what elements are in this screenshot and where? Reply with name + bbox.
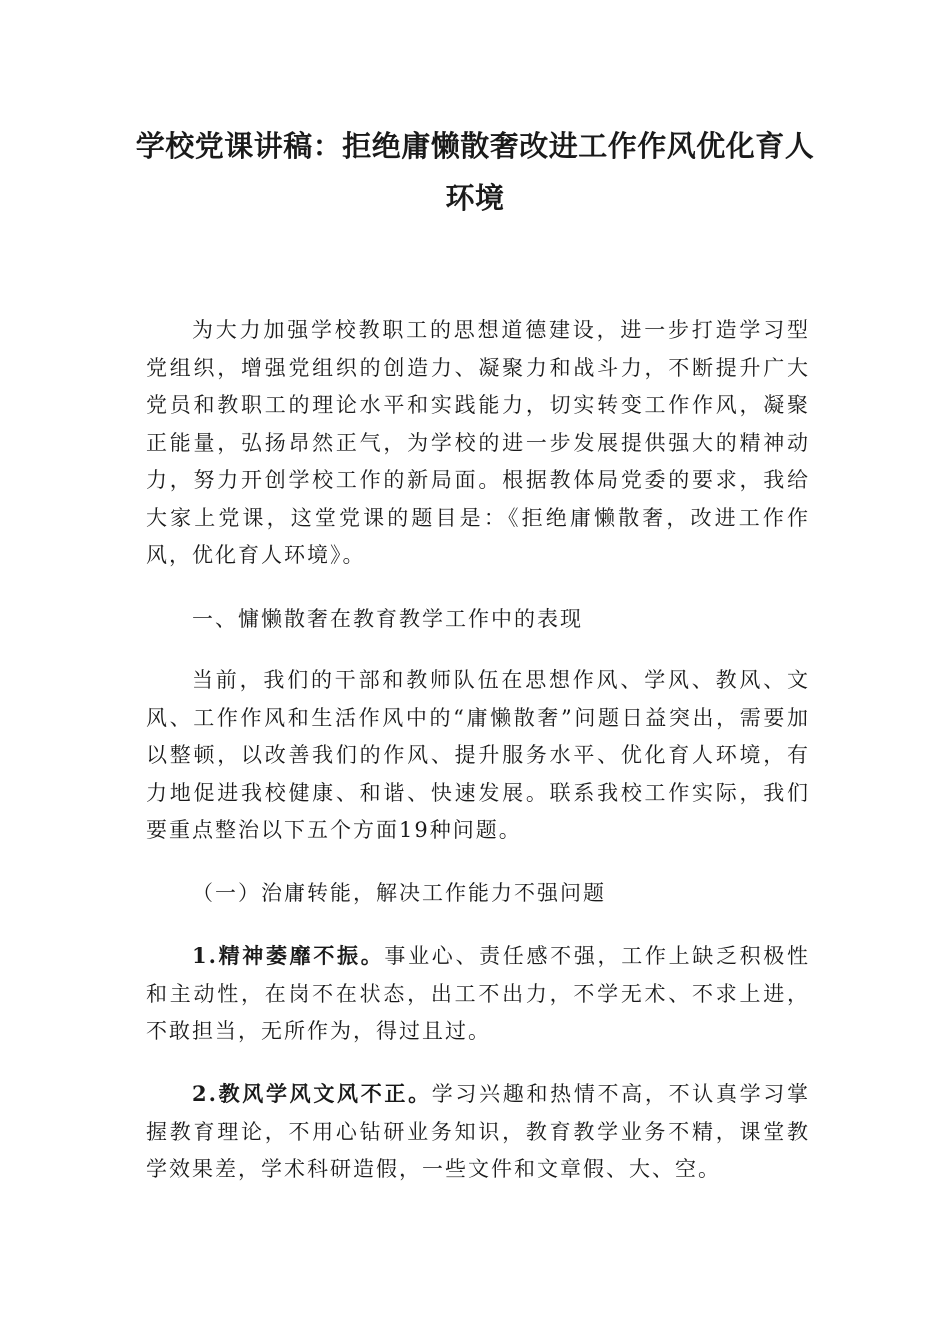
list-item-text: 学习兴趣和热情不高，不认真学习掌握教育理论，不用心钻研业务知识，教育教学业务不精，课堂教学效果差，学术科研造假，一些文件和文章假、大、空。: [146, 1082, 810, 1181]
list-item: [146, 937, 810, 1051]
list-item-lead: 1.精神萎靡不振。: [192, 943, 385, 968]
subsection-heading: （一）治庸转能，解决工作能力不强问题: [192, 881, 606, 905]
section-paragraph: 当前，我们的干部和教师队伍在思想作风、学风、教风、文风、工作作风和生活作风中的“庸懒散奢”问题日益突出，需要加以整顿，以改善我们的作风、提升服务水平、优化育人环境，有力地促进我校健康、和谐、快速发展。联系我校工作实际，我们要重点整治以下五个方面19种问题。: [146, 668, 810, 842]
intro-paragraph: 为大力加强学校教职工的思想道德建设，进一步打造学习型党组织，增强党组织的创造力、凝聚力和战斗力，不断提升广大党员和教职工的理论水平和实践能力，切实转变工作作风，凝聚正能量，弘扬昂然正气，为学校的进一步发展提供强大的精神动力，努力开创学校工作的新局面。根据教体局党委的要求，我给大家上党课，这堂党课的题目是：《拒绝庸懒散奢，改进工作作风，优化育人环境》。: [146, 318, 810, 567]
list-item: [146, 1075, 810, 1189]
list-item-lead: 2.教风学风文风不正。: [192, 1081, 432, 1106]
list-item-text: 事业心、责任感不强，工作上缺乏积极性和主动性，在岗不在状态，出工不出力，不学无术、不求上进，不敢担当，无所作为，得过且过。: [146, 944, 810, 1043]
document-title: 学校党课讲稿：拒绝庸懒散奢改进工作作风优化育人环境: [135, 129, 815, 215]
section-heading: 一、慵懒散奢在教育教学工作中的表现: [192, 607, 583, 631]
